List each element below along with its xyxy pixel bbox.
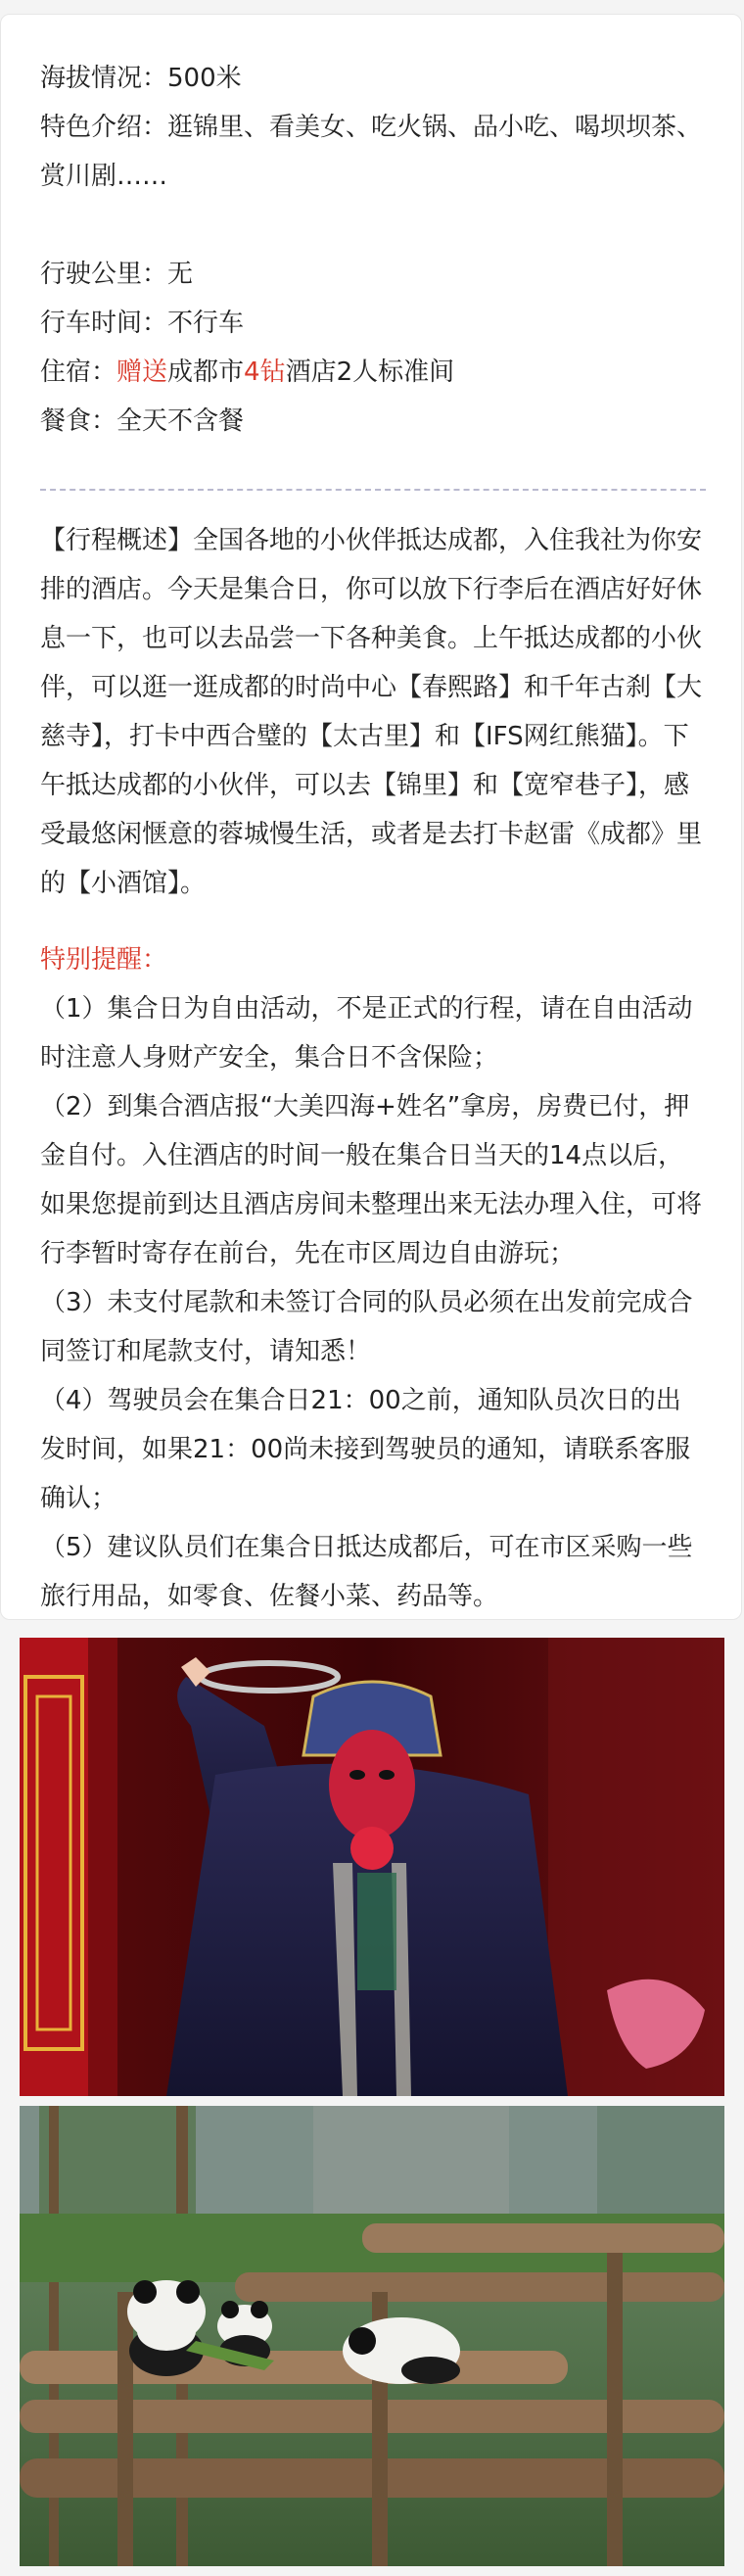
day-info	[40, 54, 706, 446]
hotel-stars: 4钻	[244, 358, 286, 387]
panda-photo	[20, 2106, 724, 2566]
drive-time-line: 行车时间：不行车	[40, 309, 245, 338]
itinerary-card	[0, 14, 742, 1620]
altitude-line: 海拔情况：500米	[40, 64, 242, 93]
dashed-divider	[40, 489, 706, 491]
notes-title: 特别提醒：	[40, 945, 168, 975]
note-item: （5）建议队员们在集合日抵达成都后，可在市区采购一些旅行用品，如零食、佐餐小菜、药品等。	[40, 1533, 693, 1611]
hotel-city: 成都市	[167, 358, 245, 387]
meals-line: 餐食：全天不含餐	[40, 406, 245, 436]
note-item: （4）驾驶员会在集合日21：00之前，通知队员次日的出发时间，如果21：00尚未接到驾驶员的通知，请联系客服确认；	[40, 1386, 691, 1513]
hotel-gift: 赠送	[116, 358, 168, 387]
sichuan-opera-photo	[20, 1638, 724, 2096]
note-item: （3）未支付尾款和未签订合同的队员必须在出发前完成合同签订和尾款支付，请知悉！	[40, 1288, 693, 1366]
note-item: （1）集合日为自由活动，不是正式的行程，请在自由活动时注意人身财产安全，集合日不含保险；	[40, 994, 693, 1073]
overview-text: 【行程概述】全国各地的小伙伴抵达成都，入住我社为你安排的酒店。今天是集合日，你可以放下行李后在酒店好好休息一下，也可以去品尝一下各种美食。上午抵达成都的小伙伴，可以逛一逛成都的时尚中心【春熙路】和千年古刹【大慈寺】，打卡中西合璧的【太古里】和【IFS网红熊猫】。下午抵达成都的小伙伴，可以去【锦里】和【宽窄巷子】，感受最悠闲惬意的蓉城慢生活，或者是去打卡赵雷《成都》里的【小酒馆】。	[40, 526, 703, 898]
hotel-rest: 酒店2人标准间	[285, 358, 455, 387]
feature-line	[40, 103, 706, 201]
feature-label: 特色介绍：	[40, 113, 168, 142]
hotel-line	[40, 348, 706, 397]
feature-text: 逛锦里、看美女、吃火锅、品小吃、喝坝坝茶、赏川剧……	[40, 113, 703, 191]
note-item: （2）到集合酒店报“大美四海+姓名”拿房，房费已付，押金自付。入住酒店的时间一般在集合日当天的14点以后，如果您提前到达且酒店房间未整理出来无法办理入住，可将行李暂时寄存在前台，先在市区周边自由游玩；	[40, 1092, 703, 1268]
hotel-label: 住宿：	[40, 358, 117, 387]
distance-line: 行驶公里：无	[40, 260, 194, 289]
overview-section	[40, 516, 706, 1621]
